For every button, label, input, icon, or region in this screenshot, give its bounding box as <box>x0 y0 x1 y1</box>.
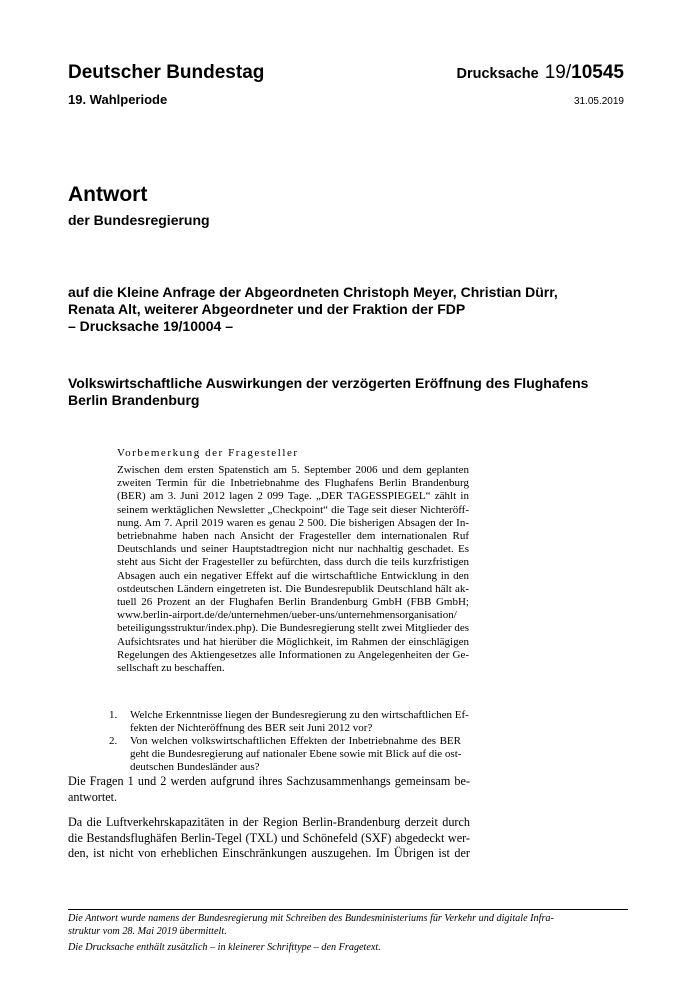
vorbemerkung-line: Regelungen des Aktiengesetzes alle Informationen zu Angelegenheiten der Ge- <box>117 648 469 661</box>
vorbemerkung-line: steht aus Sicht der Fragesteller zu befürchten, dass durch die teils kurzfristigen <box>117 556 469 569</box>
answer-paragraph-1 <box>68 774 470 805</box>
answer-line: die Bestandsflughäfen Berlin-Tegel (TXL) und Schönefeld (SXF) abgedeckt wer- <box>68 830 470 845</box>
document-author: der Bundesregierung <box>68 212 210 228</box>
question-line: fekten der Nichteröffnung des BER seit Juni 2012 vor? <box>130 722 373 735</box>
vorbemerkung-line: www.berlin-airport.de/de/unternehmen/ueber-uns/unternehmensorganisation/ <box>117 609 457 622</box>
footnote-fragetext-note <box>68 941 633 954</box>
answer-line: antwortet. <box>68 789 118 804</box>
vorbemerkung-line: Absagen auch ein negativer Effekt auf die wirtschaftliche Entwicklung in den <box>117 569 469 582</box>
vorbemerkung-line: beteiligungsstruktur/index.php). Die Bundesregierung stellt zwei Mitglieder des <box>117 622 469 635</box>
document-type-title: Antwort <box>68 183 148 206</box>
answer-paragraph-2 <box>68 815 470 862</box>
anfrage-line: auf die Kleine Anfrage der Abgeordneten Christoph Meyer, Christian Dürr, <box>68 284 558 300</box>
topic-line: Berlin Brandenburg <box>68 392 200 408</box>
footnote-line: Die Antwort wurde namens der Bundesregierung mit Schreiben des Bundesministeriums für Verkehr und digitale Infra- <box>68 913 554 924</box>
drucksache-number-bold: 10545 <box>571 62 624 83</box>
question-line: Von welchen volkswirtschaftlichen Effekten der Inbetriebnahme des BER <box>130 735 461 747</box>
question-number: 2. <box>109 735 118 747</box>
vorbemerkung-line: ostdeutschen Ländern eingetreten ist. Die Bundesrepublik Deutschland hält ak- <box>117 582 469 595</box>
footnote-divider <box>68 909 628 910</box>
document-date: 31.05.2019 <box>573 96 624 107</box>
legislative-period: 19. Wahlperiode <box>68 92 168 107</box>
vorbemerkung-line: Aufsichtsrates und hat hierüber die Möglichkeit, im Rahmen der einschlägigen <box>117 635 469 648</box>
anfrage-line: – Drucksache 19/10004 – <box>68 318 234 334</box>
footnote-transmission <box>68 912 633 938</box>
footnote-line: Die Drucksache enthält zusätzlich – in kleinerer Schrifttype – den Fragetext. <box>68 942 381 953</box>
vorbemerkung-line: Deutschlands und seiner Hauptstadtregion nicht nur nachhaltig geschadet. Es <box>117 543 469 556</box>
footnote-line: struktur vom 28. Mai 2019 übermittelt. <box>68 926 227 937</box>
vorbemerkung-line: zweiten Termin für die Inbetriebnahme des Flughafens Berlin Brandenburg <box>117 477 469 490</box>
vorbemerkung-line: betriebnahme haben nach Ansicht der Fragesteller dem internationalen Ruf <box>117 530 469 543</box>
vorbemerkung-line: Zwischen dem ersten Spatenstich am 5. September 2006 und dem geplanten <box>117 464 469 476</box>
vorbemerkung-line: nung. Am 7. April 2019 waren es genau 2 500. Die bisherigen Absagen der In- <box>117 516 469 529</box>
vorbemerkung-line: (BER) am 3. Juni 2012 lagen 2 099 Tage. „DER TAGESSPIEGEL“ zählt in <box>117 490 469 503</box>
vorbemerkung-line: tuell 26 Prozent an der Flughafen Berlin Brandenburg GmbH (FBB GmbH; <box>117 596 469 609</box>
topic-line: Volkswirtschaftliche Auswirkungen der verzögerten Eröffnung des Flughafens <box>68 375 589 391</box>
drucksache-number <box>457 62 624 84</box>
document-issuer: Deutscher Bundestag <box>68 62 265 83</box>
vorbemerkung-line: sellschaft zu beschaffen. <box>117 662 225 675</box>
anfrage-reference <box>68 284 633 335</box>
drucksache-label: Drucksache <box>456 66 539 82</box>
question-line: deutschen Bundesländer aus? <box>130 761 260 774</box>
vorbemerkung-line: seinem werktäglichen Newsletter „Checkpoint“ die Tage seit dieser Nichteröff- <box>117 503 469 516</box>
question-line: Welche Erkenntnisse liegen der Bundesregierung zu den wirtschaftlichen Ef- <box>130 709 469 721</box>
question-line: geht die Bundesregierung auf nationaler Ebene sowie mit Blick auf die ost- <box>130 748 462 761</box>
answer-line: Da die Luftverkehrskapazitäten in der Region Berlin-Brandenburg derzeit durch <box>68 815 470 829</box>
question-number: 1. <box>109 709 118 721</box>
drucksache-prefix: 19/ <box>544 62 572 83</box>
question-text <box>130 709 469 735</box>
question-text <box>130 735 461 775</box>
document-topic <box>68 375 633 409</box>
answer-line: den, ist nicht von erheblichen Einschränkungen auszugehen. Im Übrigen ist der <box>68 846 470 860</box>
vorbemerkung-title: Vorbemerkung der Fragesteller <box>117 447 299 459</box>
anfrage-line: Renata Alt, weiterer Abgeordneter und der Fraktion der FDP <box>68 301 466 317</box>
answer-line: Die Fragen 1 und 2 werden aufgrund ihres Sachzusammenhangs gemeinsam be- <box>68 774 470 788</box>
vorbemerkung-body <box>117 464 469 675</box>
